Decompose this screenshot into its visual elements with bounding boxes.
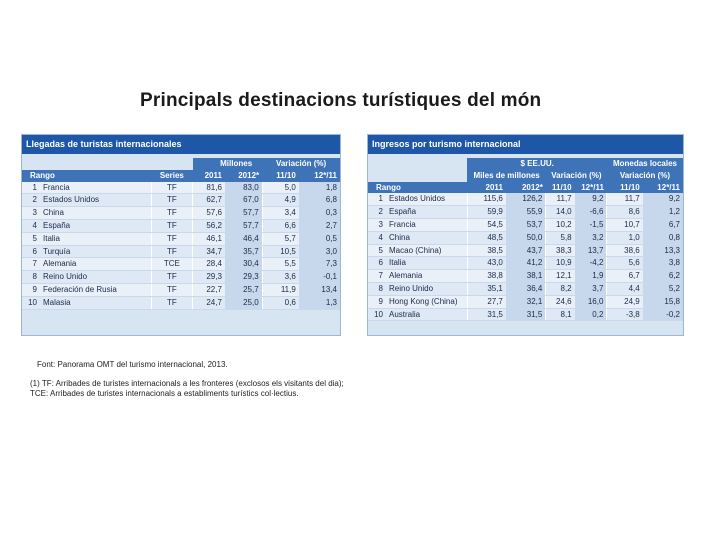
value-2012-cell: 31,5 (506, 308, 546, 321)
country-cell: Italia (40, 232, 151, 245)
series-cell: TF (151, 245, 193, 258)
table-row (22, 219, 340, 232)
col-11-10: 11/10 (546, 182, 575, 194)
rank-cell: 3 (22, 207, 40, 220)
value-2011-cell: 28,4 (193, 258, 225, 271)
local-change-11-10-cell: 5,6 (607, 257, 643, 270)
value-2012-cell: 83,0 (225, 182, 262, 194)
rank-cell: 7 (368, 270, 386, 283)
value-2011-cell: 27,7 (467, 295, 505, 308)
rank-cell: 4 (22, 219, 40, 232)
local-change-12-11-cell: 13,3 (643, 244, 683, 257)
local-change-11-10-cell: -3,8 (607, 308, 643, 321)
change-11-10-cell: 0,6 (262, 296, 299, 309)
rank-cell: 2 (368, 206, 386, 219)
value-2012-cell: 67,0 (225, 194, 262, 207)
table-row (22, 245, 340, 258)
local-change-11-10-cell: 1,0 (607, 231, 643, 244)
change-11-10-cell: 3,6 (262, 271, 299, 284)
change-11-10-cell: 12,1 (546, 270, 575, 283)
change-11-10-cell: 4,9 (262, 194, 299, 207)
rank-cell: 1 (22, 182, 40, 194)
series-cell: TF (151, 232, 193, 245)
rank-cell: 8 (22, 271, 40, 284)
source-note: Font: Panorama OMT del turismo internacional, 2013. (37, 360, 228, 369)
col-2011: 2011 (193, 170, 225, 182)
table-row (368, 244, 683, 257)
table-row (22, 194, 340, 207)
value-2012-cell: 32,1 (506, 295, 546, 308)
receipts-table (368, 158, 683, 321)
value-2011-cell: 35,1 (467, 282, 505, 295)
rank-cell: 4 (368, 231, 386, 244)
change-11-10-cell: 10,9 (546, 257, 575, 270)
value-2012-cell: 25,0 (225, 296, 262, 309)
change-12-11-cell: 3,7 (575, 282, 607, 295)
local-change-11-10-cell: 10,7 (607, 218, 643, 231)
change-11-10-cell: 14,0 (546, 206, 575, 219)
change-12-11-cell: 3,2 (575, 231, 607, 244)
change-11-10-cell: 11,7 (546, 193, 575, 205)
table-row (22, 232, 340, 245)
value-2011-cell: 34,7 (193, 245, 225, 258)
value-2012-cell: 50,0 (506, 231, 546, 244)
rank-cell: 2 (22, 194, 40, 207)
country-cell: Alemania (386, 270, 467, 283)
local-change-11-10-cell: 6,7 (607, 270, 643, 283)
change-12-11-cell: 13,7 (575, 244, 607, 257)
value-2011-cell: 57,6 (193, 207, 225, 220)
col-series: Series (151, 170, 193, 182)
country-cell: Estados Unidos (40, 194, 151, 207)
table-row (22, 271, 340, 284)
value-2012-cell: 35,7 (225, 245, 262, 258)
change-11-10-cell: 38,3 (546, 244, 575, 257)
rank-cell: 7 (22, 258, 40, 271)
table-row (368, 282, 683, 295)
value-2011-cell: 38,5 (467, 244, 505, 257)
rank-cell: 6 (22, 245, 40, 258)
rank-cell: 5 (368, 244, 386, 257)
arrivals-table-panel (21, 134, 341, 336)
change-12-11-cell: 2,7 (299, 219, 340, 232)
local-change-12-11-cell: 15,8 (643, 295, 683, 308)
local-change-11-10-cell: 38,6 (607, 244, 643, 257)
value-2012-cell: 30,4 (225, 258, 262, 271)
change-12-11-cell: 0,5 (299, 232, 340, 245)
change-11-10-cell: 5,0 (262, 182, 299, 194)
rank-cell: 10 (22, 296, 40, 309)
table-row (368, 308, 683, 321)
value-2011-cell: 38,8 (467, 270, 505, 283)
country-cell: Italia (386, 257, 467, 270)
value-2011-cell: 115,6 (467, 193, 505, 205)
footnote-2: TCE: Arribades de turistes internacionals a establiments turístics col·lectius. (30, 389, 299, 398)
header-variacion-usd: Variación (%) (546, 170, 607, 182)
table-row (368, 295, 683, 308)
value-2011-cell: 31,5 (467, 308, 505, 321)
country-cell: Reino Unido (40, 271, 151, 284)
country-cell: Hong Kong (China) (386, 295, 467, 308)
table-row (368, 270, 683, 283)
rank-cell: 5 (22, 232, 40, 245)
header-millones: Millones (193, 158, 263, 170)
country-cell: España (40, 219, 151, 232)
rank-cell: 10 (368, 308, 386, 321)
rank-cell: 9 (368, 295, 386, 308)
page-title: Principals destinacions turístiques del món (140, 90, 542, 111)
series-cell: TCE (151, 258, 193, 271)
rank-cell: 9 (22, 283, 40, 296)
change-12-11-cell: 0,2 (575, 308, 607, 321)
local-change-12-11-cell: 6,7 (643, 218, 683, 231)
change-12-11-cell: 0,3 (299, 207, 340, 220)
local-change-12-11-cell: 0,8 (643, 231, 683, 244)
series-cell: TF (151, 296, 193, 309)
local-change-12-11-cell: 9,2 (643, 193, 683, 205)
change-12-11-cell: -4,2 (575, 257, 607, 270)
value-2012-cell: 29,3 (225, 271, 262, 284)
header-variacion-local: Variación (%) (607, 170, 683, 182)
value-2012-cell: 57,7 (225, 207, 262, 220)
arrivals-table-title: Llegadas de turistas internacionales (22, 135, 340, 154)
series-cell: TF (151, 283, 193, 296)
change-12-11-cell: 7,3 (299, 258, 340, 271)
change-12-11-cell: -0,1 (299, 271, 340, 284)
value-2012-cell: 55,9 (506, 206, 546, 219)
change-12-11-cell: 6,8 (299, 194, 340, 207)
footnote-1: (1) TF: Arribades de turistes internacionals a les fronteres (exclosos els visitants del dia); (30, 379, 344, 388)
value-2011-cell: 54,5 (467, 218, 505, 231)
col-12-11: 12*/11 (575, 182, 607, 194)
change-11-10-cell: 5,8 (546, 231, 575, 244)
value-2012-cell: 41,2 (506, 257, 546, 270)
local-change-12-11-cell: 6,2 (643, 270, 683, 283)
change-11-10-cell: 24,6 (546, 295, 575, 308)
series-cell: TF (151, 219, 193, 232)
change-12-11-cell: 3,0 (299, 245, 340, 258)
value-2011-cell: 43,0 (467, 257, 505, 270)
header-local: Monedas locales (607, 158, 683, 170)
rank-cell: 8 (368, 282, 386, 295)
table-row (22, 258, 340, 271)
series-cell: TF (151, 271, 193, 284)
local-change-12-11-cell: 1,2 (643, 206, 683, 219)
col-local-11-10: 11/10 (607, 182, 643, 194)
table-row (368, 206, 683, 219)
table-row (22, 296, 340, 309)
change-12-11-cell: 16,0 (575, 295, 607, 308)
change-11-10-cell: 3,4 (262, 207, 299, 220)
col-12-11: 12*/11 (299, 170, 340, 182)
change-11-10-cell: 8,1 (546, 308, 575, 321)
value-2011-cell: 46,1 (193, 232, 225, 245)
change-12-11-cell: 1,8 (299, 182, 340, 194)
col-2012: 2012* (506, 182, 546, 194)
rank-cell: 3 (368, 218, 386, 231)
change-12-11-cell: -1,5 (575, 218, 607, 231)
receipts-table-panel (367, 134, 684, 336)
col-11-10: 11/10 (262, 170, 299, 182)
country-cell: China (386, 231, 467, 244)
value-2012-cell: 43,7 (506, 244, 546, 257)
local-change-11-10-cell: 8,6 (607, 206, 643, 219)
value-2011-cell: 48,5 (467, 231, 505, 244)
col-local-12-11: 12*/11 (643, 182, 683, 194)
change-11-10-cell: 5,5 (262, 258, 299, 271)
col-rango: Rango (22, 170, 151, 182)
table-row (368, 231, 683, 244)
value-2011-cell: 29,3 (193, 271, 225, 284)
series-cell: TF (151, 182, 193, 194)
country-cell: Macao (China) (386, 244, 467, 257)
table-row (368, 257, 683, 270)
header-miles: Miles de millones (467, 170, 545, 182)
country-cell: Reino Unido (386, 282, 467, 295)
value-2011-cell: 22,7 (193, 283, 225, 296)
country-cell: Australia (386, 308, 467, 321)
local-change-11-10-cell: 24,9 (607, 295, 643, 308)
value-2011-cell: 24,7 (193, 296, 225, 309)
col-2012: 2012* (225, 170, 262, 182)
header-usd: $ EE.UU. (467, 158, 607, 170)
change-11-10-cell: 6,6 (262, 219, 299, 232)
value-2012-cell: 25,7 (225, 283, 262, 296)
col-rango: Rango (368, 182, 467, 194)
table-row (22, 283, 340, 296)
rank-cell: 6 (368, 257, 386, 270)
value-2012-cell: 38,1 (506, 270, 546, 283)
country-cell: Turquía (40, 245, 151, 258)
arrivals-table (22, 158, 340, 310)
local-change-11-10-cell: 11,7 (607, 193, 643, 205)
local-change-11-10-cell: 4,4 (607, 282, 643, 295)
col-2011: 2011 (467, 182, 505, 194)
header-variacion: Variación (%) (262, 158, 340, 170)
change-11-10-cell: 11,9 (262, 283, 299, 296)
country-cell: China (40, 207, 151, 220)
value-2012-cell: 36,4 (506, 282, 546, 295)
country-cell: Alemania (40, 258, 151, 271)
change-11-10-cell: 10,5 (262, 245, 299, 258)
local-change-12-11-cell: -0,2 (643, 308, 683, 321)
value-2012-cell: 126,2 (506, 193, 546, 205)
local-change-12-11-cell: 5,2 (643, 282, 683, 295)
change-12-11-cell: 13,4 (299, 283, 340, 296)
country-cell: Francia (386, 218, 467, 231)
change-12-11-cell: 1,3 (299, 296, 340, 309)
country-cell: Estados Unidos (386, 193, 467, 205)
value-2012-cell: 46,4 (225, 232, 262, 245)
value-2012-cell: 53,7 (506, 218, 546, 231)
country-cell: Malasia (40, 296, 151, 309)
receipts-table-title: Ingresos por turismo internacional (368, 135, 683, 154)
value-2011-cell: 62,7 (193, 194, 225, 207)
change-11-10-cell: 10,2 (546, 218, 575, 231)
change-12-11-cell: 1,9 (575, 270, 607, 283)
change-12-11-cell: -6,6 (575, 206, 607, 219)
value-2012-cell: 57,7 (225, 219, 262, 232)
change-11-10-cell: 8,2 (546, 282, 575, 295)
local-change-12-11-cell: 3,8 (643, 257, 683, 270)
rank-cell: 1 (368, 193, 386, 205)
table-row (368, 193, 683, 205)
value-2011-cell: 81,6 (193, 182, 225, 194)
change-11-10-cell: 5,7 (262, 232, 299, 245)
series-cell: TF (151, 207, 193, 220)
country-cell: Federación de Rusia (40, 283, 151, 296)
value-2011-cell: 59,9 (467, 206, 505, 219)
change-12-11-cell: 9,2 (575, 193, 607, 205)
country-cell: España (386, 206, 467, 219)
table-row (368, 218, 683, 231)
value-2011-cell: 56,2 (193, 219, 225, 232)
country-cell: Francia (40, 182, 151, 194)
table-row (22, 207, 340, 220)
table-row (22, 182, 340, 194)
series-cell: TF (151, 194, 193, 207)
